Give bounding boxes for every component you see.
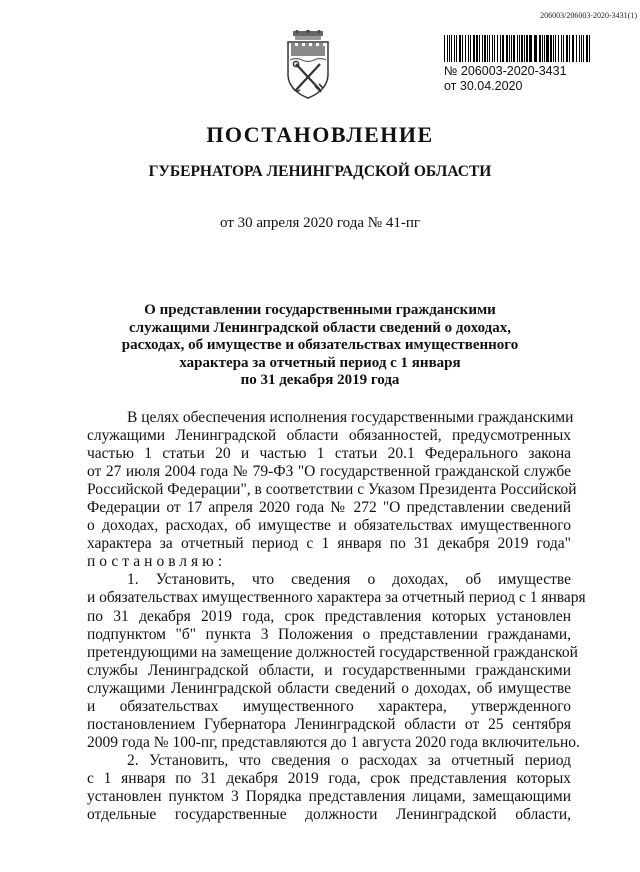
subject-line: характера за отчетный период с 1 января [179,354,461,371]
body-line: и обязательствах имущественного характера за отчетный период с 1 января [87,589,586,607]
registration-number: № 206003-2020-3431 [444,64,567,78]
body-line: по 31 декабря 2019 года, срок представления которых установлен [87,607,571,625]
registration-date: от 30.04.2020 [444,79,523,93]
body-line: служащими Ленинградской области сведений о доходах, об имуществе [87,679,571,697]
registration-stamp [444,35,594,94]
document-body [87,409,586,824]
body-line: о доходах, расходах, об имуществе и обязательствах имущественного [87,517,571,535]
body-line: служащими Ленинградской области обязанностей, предусмотренных [87,427,571,445]
body-line: подпунктом "б" пункта 3 Положения о представлении гражданами, [87,625,571,643]
body-line: претендующими на замещение должностей государственной гражданской [87,643,578,661]
body-line: В целях обеспечения исполнения государственными гражданскими [127,409,574,426]
body-line: 1. Установить, что сведения о доходах, об имуществе [127,571,571,589]
body-line: Российской Федерации", в соответствии с Указом Президента Российской [87,481,577,499]
subject-line: по 31 декабря 2019 года [240,372,400,388]
barcode-icon [444,35,592,62]
body-line: частью 1 статьи 20 и частью 1 статьи 20.1 Федерального закона [87,445,571,463]
body-line: и обязательствах имущественного характера, утвержденного [87,697,571,715]
top-reference-code: 206003/206003-2020-3431(1) [540,11,637,20]
document-issuer: ГУБЕРНАТОРА ЛЕНИНГРАДСКОЙ ОБЛАСТИ [148,163,492,180]
body-line-resolution: постановляю: [87,553,227,571]
subject-line: О представлении государственными гражданскими [144,302,496,318]
body-line: установлен пунктом 3 Порядка представления лицами, замещающими [87,787,571,805]
body-line: службы Ленинградской области, и государственными гражданскими [87,661,571,679]
body-line: от 27 июля 2004 года № 79-ФЗ "О государственной гражданской службе [87,463,571,481]
body-line: Федерации от 17 апреля 2020 года № 272 "О представлении сведений [87,499,571,517]
document-date-number: от 30 апреля 2020 года № 41-пг [219,215,420,231]
body-line: 2009 года № 100-пг, представляются до 1 августа 2020 года включительно. [87,733,580,751]
body-line: с 1 января по 31 декабря 2019 года, срок представления которых [87,769,571,787]
body-line: характера за отчетный период с 1 января по 31 декабря 2019 года" [87,535,571,553]
body-line: отдельные государственные должности Ленинградской области, [87,806,571,824]
body-line: постановлением Губернатора Ленинградской области от 25 сентября [87,715,571,733]
body-line: 2. Установить, что сведения о расходах за отчетный период [127,751,571,769]
coat-of-arms-icon [283,30,333,100]
subject-line: служащими Ленинградской области сведений о доходах, [129,319,511,336]
subject-line: расходах, об имуществе и обязательствах имущественного [121,337,519,353]
document-subject [95,302,545,390]
document-title: ПОСТАНОВЛЕНИЕ [206,122,434,147]
